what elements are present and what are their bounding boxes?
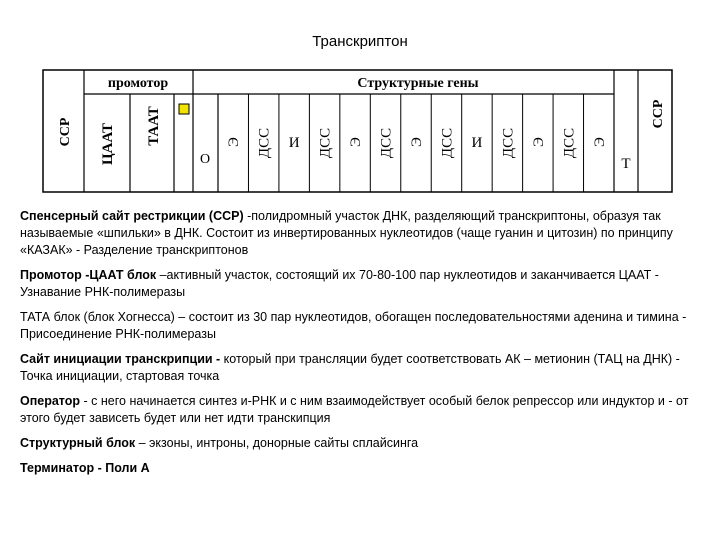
paragraph-text: ТАТА блок (блок Хогнесса) – состоит из 30 пар нуклеотидов, обогащен последовательностями аденина и тимина - Присоединение РНК-полимеразы bbox=[20, 310, 687, 341]
intron-label: И bbox=[471, 135, 483, 151]
paragraph-text: - с него начинается синтез и-РНК и с ним взаимодействует особый белок репрессор или индуктор и - от этого будет зависеть будет или нет идти транскипция bbox=[20, 394, 689, 425]
paragraph-term: Оператор bbox=[20, 394, 81, 408]
ssr-left-label: ССР bbox=[58, 117, 73, 147]
structural-column-labels bbox=[226, 128, 608, 158]
exon-label: Э bbox=[409, 137, 425, 147]
paragraph-term: Структурный блок bbox=[20, 436, 136, 450]
paragraph-text: –активный участок, состоящий их 70-80-100 пар нуклеотидов и заканчивается ЦААТ - Узнавание РНК-полимеразы bbox=[20, 268, 659, 299]
intron-label: И bbox=[288, 135, 300, 151]
paragraph-terminator bbox=[20, 460, 700, 477]
taat-label: ТААТ bbox=[146, 106, 162, 146]
paragraph-term: Терминатор - Поли А bbox=[20, 461, 150, 475]
structural-header: Структурные гены bbox=[357, 76, 479, 91]
description-paragraphs bbox=[20, 208, 700, 485]
paragraph-term: Промотор -ЦААТ блок bbox=[20, 268, 157, 282]
promoter-header: промотор bbox=[107, 76, 169, 91]
exon-label: Э bbox=[348, 137, 365, 147]
donor-splice-site-label: ДСС bbox=[317, 127, 334, 159]
paragraph-text: который при трансляции будет соответствовать АК – метионин (ТАЦ на ДНК) - Точка инициации, стартовая точка bbox=[20, 352, 680, 383]
paragraph-text: -полидромный участок ДНК, разделяющий транскриптоны, образуя так называемые «шпильки» в ДНК. Состоит из инвертированных нуклеотидов (чаще гуанин и цитозин) по принципу «КАЗАК» - Разделение транскриптонов bbox=[20, 209, 673, 257]
operator-label: О bbox=[199, 152, 211, 167]
terminator-label: Т bbox=[621, 156, 631, 172]
paragraph-promoter bbox=[20, 267, 700, 301]
transcripton-diagram bbox=[0, 0, 720, 200]
donor-splice-site-label: ДСС bbox=[378, 127, 395, 159]
exon-label: Э bbox=[226, 137, 243, 147]
paragraph-operator bbox=[20, 393, 700, 427]
ssr-right-label: ССР bbox=[651, 99, 666, 129]
paragraph-text: – экзоны, интроны, донорные сайты сплайсинга bbox=[135, 436, 419, 450]
donor-splice-site-label: ДСС bbox=[500, 127, 517, 159]
page-title: Транскриптон bbox=[312, 33, 408, 50]
donor-splice-site-label: ДСС bbox=[439, 127, 456, 159]
initiation-site-marker bbox=[179, 104, 189, 114]
exon-label: Э bbox=[591, 137, 608, 147]
donor-splice-site-label: ДСС bbox=[256, 127, 273, 159]
paragraph-initiation bbox=[20, 351, 700, 385]
paragraph-tata bbox=[20, 309, 700, 343]
paragraph-term: Сайт инициации транскрипции - bbox=[20, 352, 221, 366]
paragraph-term: Спенсерный сайт рестрикции (ССР) bbox=[20, 209, 244, 223]
paragraph-structural bbox=[20, 435, 700, 452]
paragraph-ssr bbox=[20, 208, 700, 259]
exon-label: Э bbox=[530, 137, 547, 147]
donor-splice-site-label: ДСС bbox=[561, 127, 578, 159]
tsaat-label: ЦААТ bbox=[100, 122, 116, 166]
